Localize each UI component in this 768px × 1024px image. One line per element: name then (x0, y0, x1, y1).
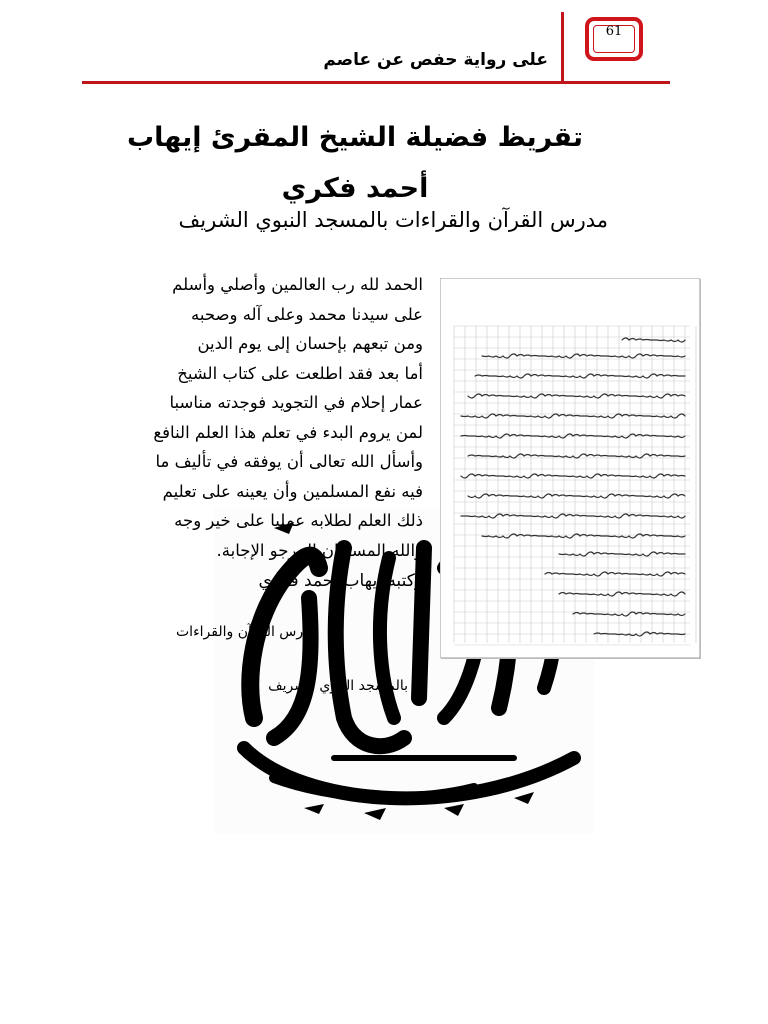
page-title-line-2: أحمد فكري (281, 173, 429, 204)
header-vertical-rule (561, 12, 564, 82)
endorsement-line: فيه نفع المسلمين وأن يعينه على تعليم (162, 481, 423, 501)
handwritten-letter-drawing (440, 278, 700, 658)
page-number-box (585, 17, 643, 61)
signature-role: مدرس القرآن والقراءات (176, 624, 318, 640)
endorsement-line: لمن يروم البدء في تعلم هذا العلم النافع (153, 422, 423, 442)
page-subtitle: مدرس القرآن والقراءات بالمسجد النبوي الشريف (178, 208, 608, 232)
signature-place: بالمسجد النبوي الشريف (268, 678, 408, 694)
endorsement-line: وأسأل الله تعالى أن يوفقه في تأليف ما (155, 452, 423, 471)
endorsement-line: والله المستعان المرجو الإجابة. (216, 540, 423, 560)
handwritten-letter-image (440, 278, 700, 658)
endorsement-line: أما بعد فقد اطلعت على كتاب الشيخ (177, 363, 423, 383)
page-title (100, 112, 610, 214)
endorsement-line: ومن تبعهم بإحسان إلى يوم الدين (197, 334, 423, 353)
page-title-line-1: تقريظ فضيلة الشيخ المقرئ إيهاب (126, 122, 584, 153)
page-number: 61 (605, 24, 623, 39)
header-horizontal-rule (82, 81, 670, 84)
endorsement-line: ذلك العلم لطلابه عمليا على خير وجه (174, 511, 423, 530)
running-head: على رواية حفص عن عاصم (323, 50, 548, 70)
signature-name: وكتبه إيهاب أحمد فكري (258, 571, 423, 591)
endorsement-line: عمار إحلام في التجويد فوجدته مناسبا (169, 393, 423, 412)
endorsement-line: الحمد لله رب العالمين وأصلي وأسلم (172, 275, 423, 294)
endorsement-text (78, 270, 423, 565)
endorsement-line: على سيدنا محمد وعلى آله وصحبه (191, 304, 423, 324)
